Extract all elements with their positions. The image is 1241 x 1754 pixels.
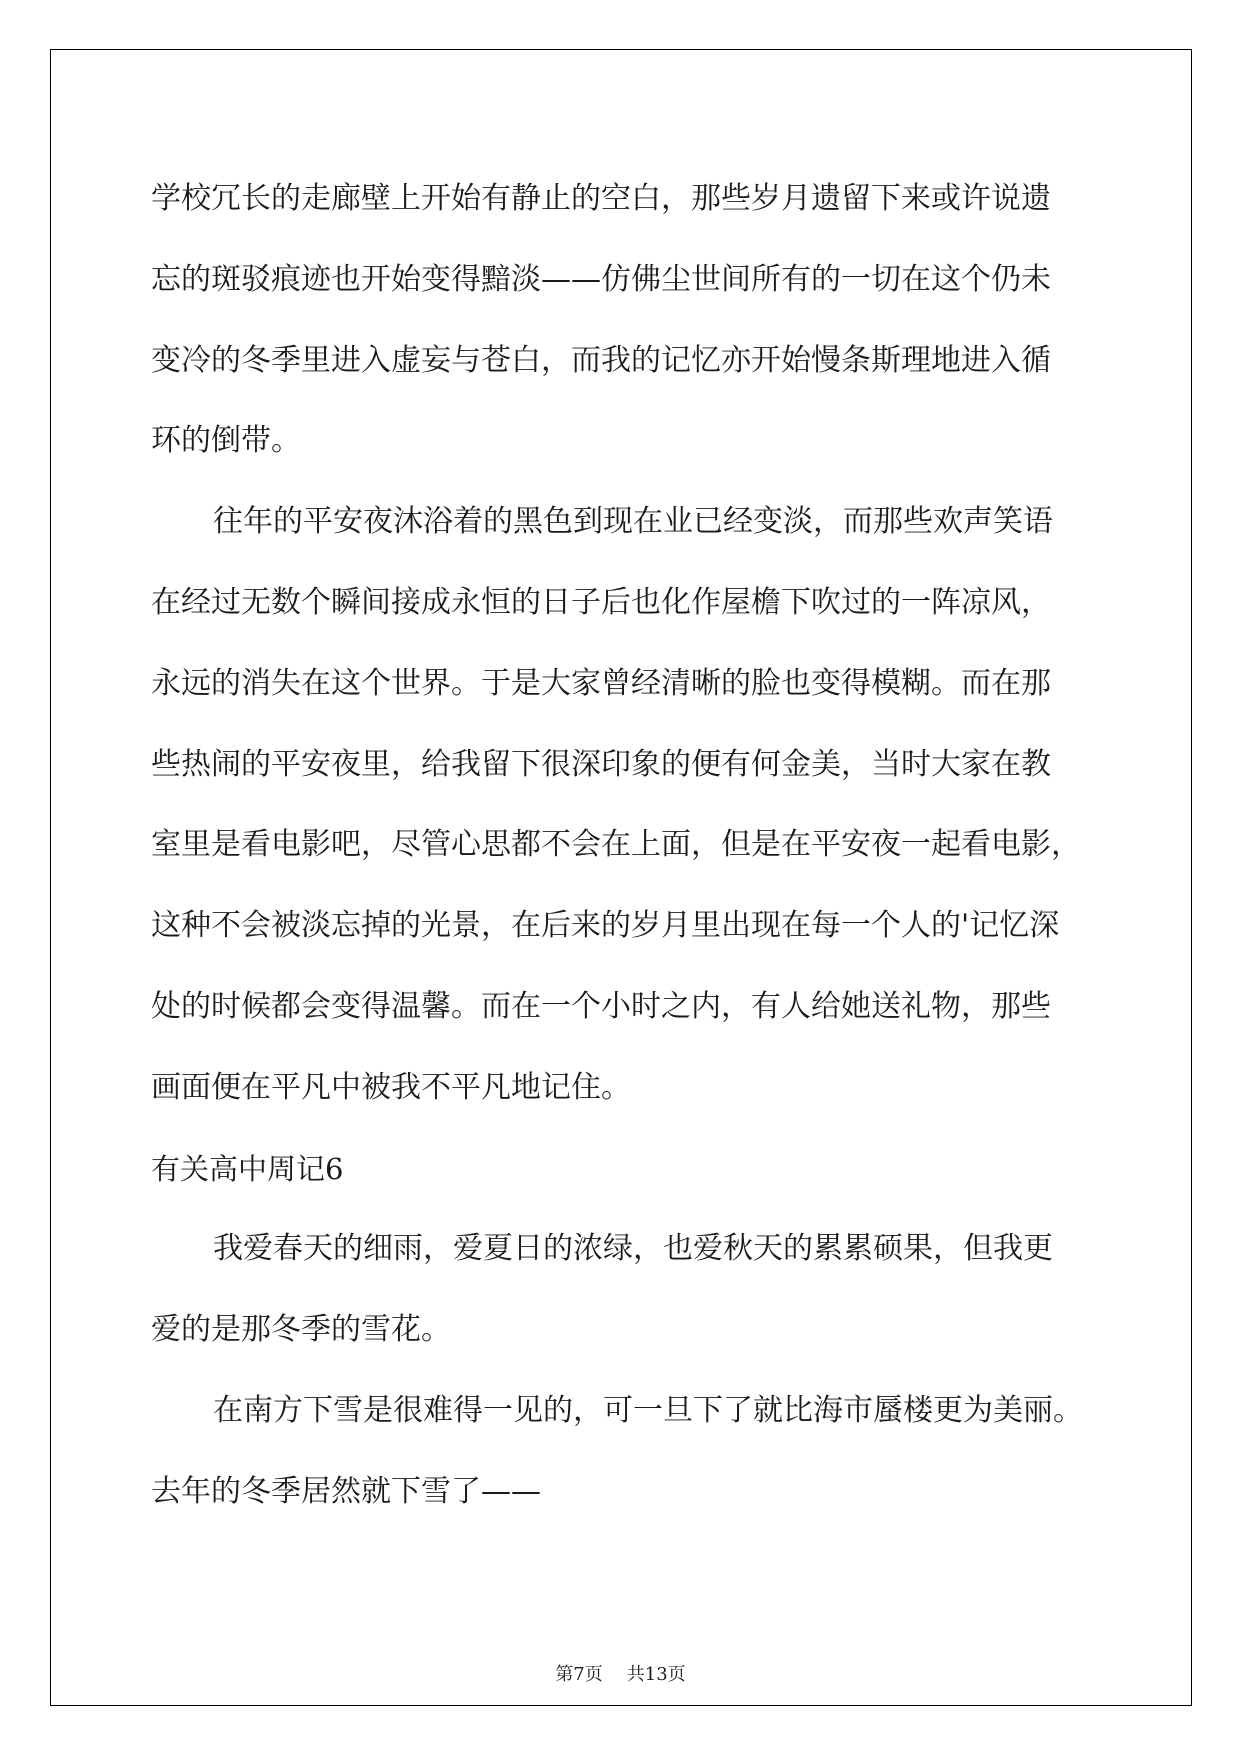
paragraph-line: 这种不会被淡忘掉的光景，在后来的岁月里出现在每一个人的'记忆深 (151, 908, 1060, 944)
paragraph-line: 学校冗长的走廊壁上开始有静止的空白，那些岁月遗留下来或许说遗 (151, 181, 1051, 216)
paragraph-line: 室里是看电影吧，尽管心思都不会在上面，但是在平安夜一起看电影， (151, 827, 1081, 863)
page-total: 共13页 (626, 1664, 686, 1685)
document-body (151, 159, 1091, 1533)
paragraph-line: 去年的冬季居然就下雪了—— (151, 1473, 541, 1509)
paragraph-line: 忘的斑驳痕迹也开始变得黯淡——仿佛尘世间所有的一切在这个仍未 (151, 261, 1051, 297)
paragraph-line: 往年的平安夜沐浴着的黑色到现在业已经变淡，而那些欢声笑语 (213, 504, 1053, 540)
paragraph-line: 在南方下雪是很难得一见的，可一旦下了就比海市蜃楼更为美丽。 (213, 1392, 1083, 1428)
paragraph-line: 变冷的冬季里进入虚妄与苍白，而我的记忆亦开始慢条斯理地进入循 (151, 342, 1051, 378)
section-heading: 有关高中周记6 (151, 1151, 344, 1186)
paragraph-line: 爱的是那冬季的雪花。 (151, 1312, 451, 1348)
paragraph-line: 画面便在平凡中被我不平凡地记住。 (151, 1069, 631, 1105)
paragraph-line: 些热闹的平安夜里，给我留下很深印象的便有何金美，当时大家在教 (151, 746, 1051, 782)
paragraph-line: 我爱春天的细雨，爱夏日的浓绿，也爱秋天的累累硕果，但我更 (213, 1231, 1053, 1267)
paragraph-line: 永远的消失在这个世界。于是大家曾经清晰的脸也变得模糊。而在那 (151, 665, 1051, 701)
page-footer (0, 1665, 1241, 1685)
paragraph-line: 处的时候都会变得温馨。而在一个小时之内，有人给她送礼物，那些 (151, 988, 1051, 1024)
paragraph-line: 在经过无数个瞬间接成永恒的日子后也化作屋檐下吹过的一阵凉风， (151, 584, 1051, 620)
paragraph-line: 环的倒带。 (151, 423, 301, 459)
page-number: 第7页 (555, 1664, 603, 1685)
